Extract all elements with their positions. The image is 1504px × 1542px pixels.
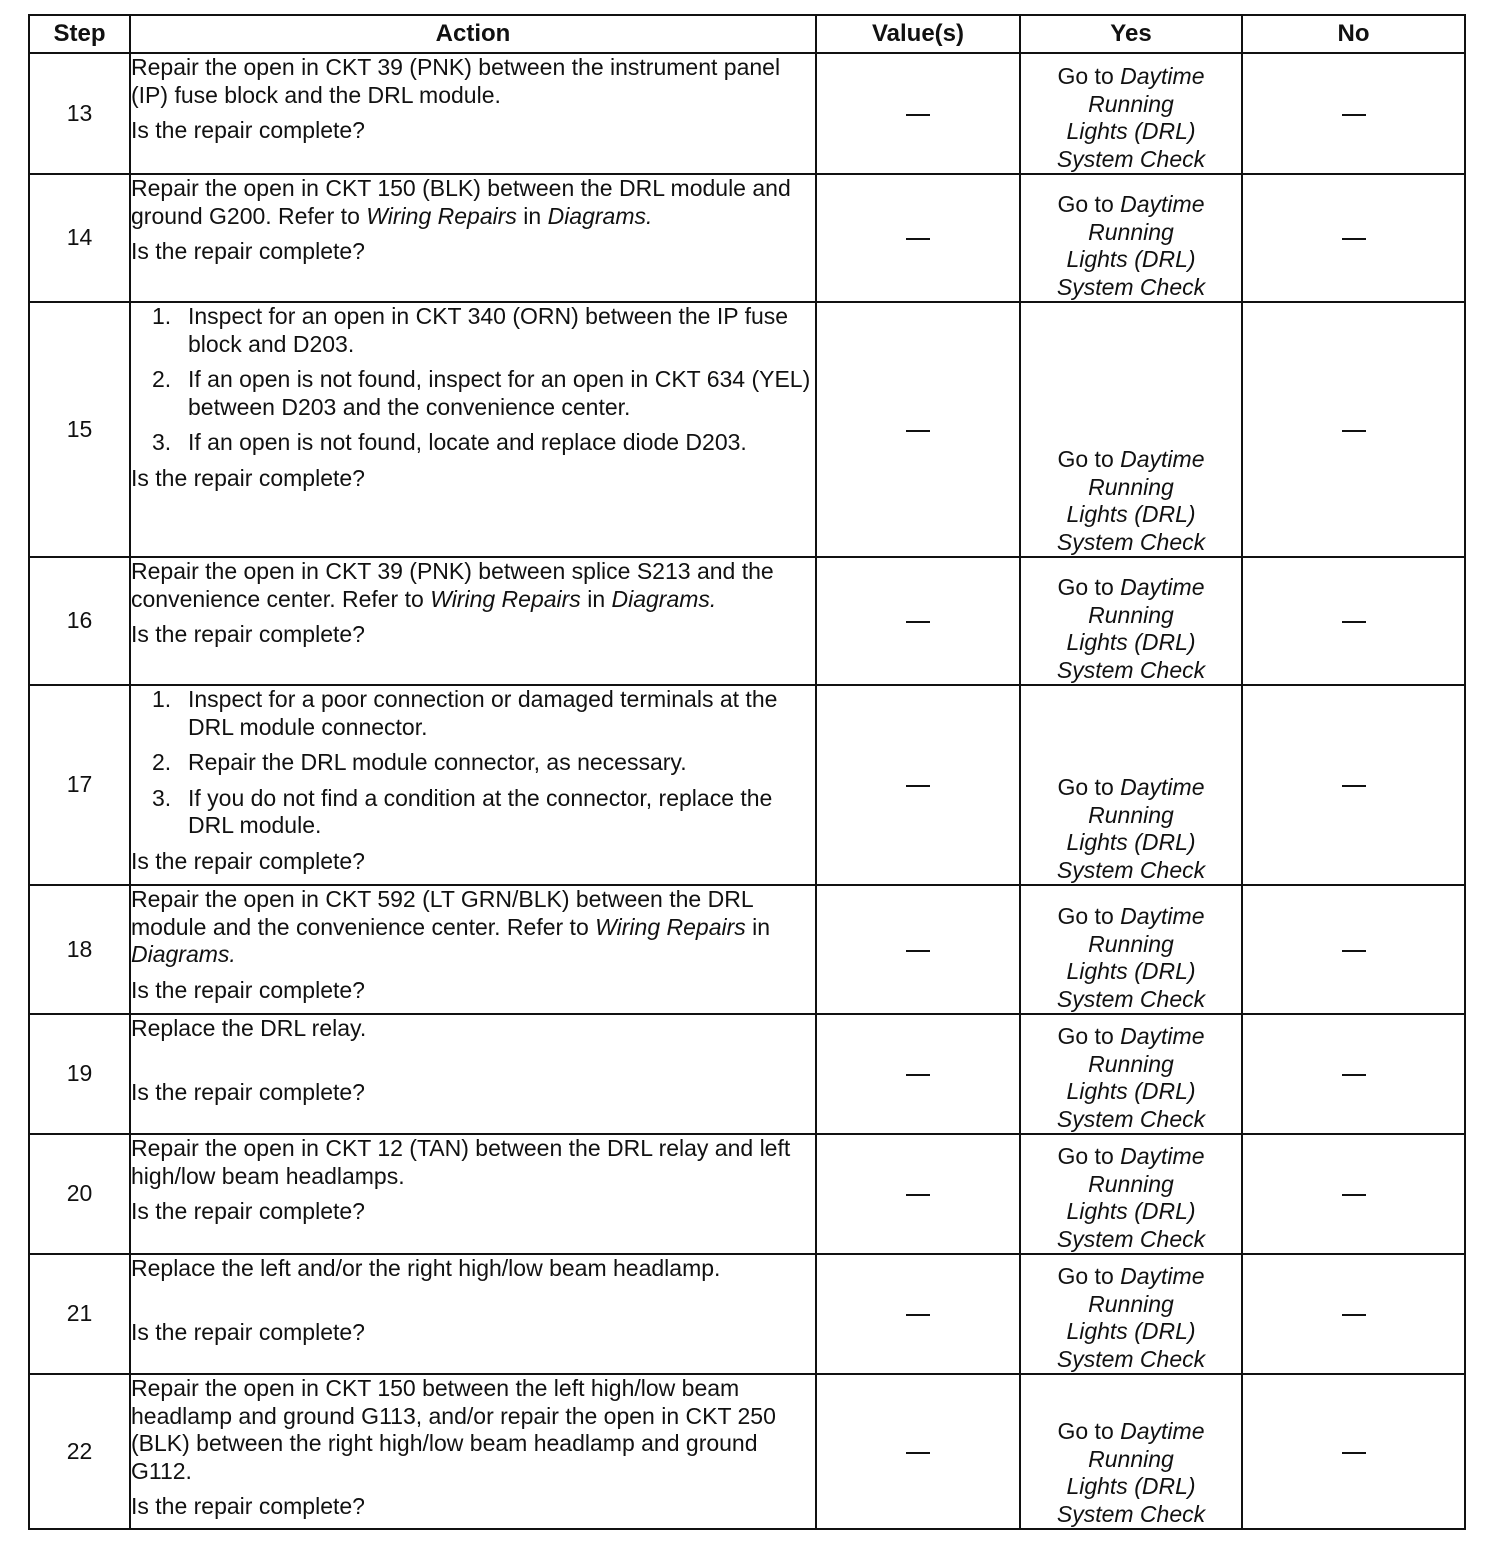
table-row (29, 1374, 1465, 1529)
table-row (29, 1134, 1465, 1254)
action-cell (130, 557, 816, 685)
question-text: Is the repair complete? (131, 464, 365, 491)
no-cell (1242, 885, 1465, 1014)
step-number: 17 (29, 685, 130, 885)
yes-cell: Go to Daytime Running Lights (DRL) System Check (1020, 1374, 1242, 1529)
header-yes: Yes (1020, 15, 1242, 53)
empty-dash (1342, 1194, 1366, 1196)
empty-dash (906, 1314, 930, 1316)
yes-cell: Go to Daytime Running Lights (DRL) System Check (1020, 302, 1242, 557)
table-row (29, 53, 1465, 174)
action-list (131, 303, 815, 457)
header-values: Value(s) (816, 15, 1020, 53)
question-text: Is the repair complete? (131, 621, 365, 647)
question-text: Is the repair complete? (131, 1078, 365, 1105)
header-row (29, 15, 1465, 53)
empty-dash (1342, 1074, 1366, 1076)
empty-dash (906, 1452, 930, 1454)
list-item: 3. If an open is not found, locate and replace diode D203. (152, 429, 747, 455)
table-row (29, 1014, 1465, 1134)
empty-dash (906, 621, 930, 623)
empty-dash (1342, 950, 1366, 952)
action-cell (130, 174, 816, 302)
action-cell (130, 685, 816, 885)
empty-dash (1342, 785, 1366, 787)
empty-dash (906, 785, 930, 787)
action-text: Repair the open in CKT 592 (LT GRN/BLK) between the DRL module and the convenience center. Refer to Wiring Repairs in Diagrams. (131, 886, 771, 967)
yes-cell: Go to Daytime Running Lights (DRL) System Check (1020, 685, 1242, 885)
empty-dash (1342, 238, 1366, 240)
list-item: 3. If you do not find a condition at the connector, replace the DRL module. (152, 784, 773, 838)
step-number: 15 (29, 302, 130, 557)
value-cell (816, 885, 1020, 1014)
table-row (29, 302, 1465, 557)
header-step: Step (29, 15, 130, 53)
action-text: Repair the open in CKT 150 between the left high/low beam headlamp and ground G113, and/or repair the open in CKT 250 (BLK) between the right high/low beam headlamp and ground G112. (131, 1375, 776, 1484)
list-item: 2. If an open is not found, inspect for an open in CKT 634 (YEL) between D203 and the convenience center. (152, 366, 811, 420)
empty-dash (1342, 430, 1366, 432)
action-text: Repair the open in CKT 39 (PNK) between splice S213 and the convenience center. Refer to Wiring Repairs in Diagrams. (131, 558, 774, 612)
question-text: Is the repair complete? (131, 1198, 365, 1224)
action-text: Repair the open in CKT 150 (BLK) between the DRL module and ground G200. Refer to Wiring Repairs in Diagrams. (131, 175, 791, 229)
action-cell (130, 1134, 816, 1254)
no-cell (1242, 1134, 1465, 1254)
question-text: Is the repair complete? (131, 238, 365, 264)
step-number: 18 (29, 885, 130, 1014)
step-number: 16 (29, 557, 130, 685)
yes-cell: Go to Daytime Running Lights (DRL) System Check (1020, 1134, 1242, 1254)
value-cell (816, 53, 1020, 174)
action-text: Replace the left and/or the right high/low beam headlamp. (131, 1255, 721, 1281)
value-cell (816, 685, 1020, 885)
no-cell (1242, 302, 1465, 557)
empty-dash (906, 114, 930, 116)
step-number: 19 (29, 1014, 130, 1134)
step-number: 21 (29, 1254, 130, 1374)
question-text: Is the repair complete? (131, 976, 365, 1003)
list-item: 2. Repair the DRL module connector, as necessary. (152, 749, 687, 775)
empty-dash (1342, 1314, 1366, 1316)
action-cell (130, 1374, 816, 1529)
header-no: No (1242, 15, 1465, 53)
value-cell (816, 1374, 1020, 1529)
no-cell (1242, 53, 1465, 174)
yes-cell: Go to Daytime Running Lights (DRL) System Check (1020, 174, 1242, 302)
step-number: 13 (29, 53, 130, 174)
action-cell (130, 885, 816, 1014)
value-cell (816, 1014, 1020, 1134)
yes-cell: Go to Daytime Running Lights (DRL) System Check (1020, 557, 1242, 685)
action-list (131, 686, 815, 840)
yes-cell: Go to Daytime Running Lights (DRL) System Check (1020, 1254, 1242, 1374)
table-row (29, 557, 1465, 685)
table-row (29, 685, 1465, 885)
action-cell (130, 1014, 816, 1134)
empty-dash (1342, 114, 1366, 116)
empty-dash (1342, 1452, 1366, 1454)
empty-dash (906, 238, 930, 240)
no-cell (1242, 557, 1465, 685)
value-cell (816, 557, 1020, 685)
empty-dash (906, 1074, 930, 1076)
value-cell (816, 1254, 1020, 1374)
table-row (29, 174, 1465, 302)
question-text: Is the repair complete? (131, 117, 365, 143)
empty-dash (1342, 621, 1366, 623)
step-number: 22 (29, 1374, 130, 1529)
value-cell (816, 174, 1020, 302)
step-number: 14 (29, 174, 130, 302)
list-item: 1. Inspect for an open in CKT 340 (ORN) between the IP fuse block and D203. (152, 303, 789, 357)
daytime-link-text: Daytime (1120, 63, 1205, 89)
action-text: Repair the open in CKT 39 (PNK) between the instrument panel (IP) fuse block and the DRL module. (131, 54, 781, 108)
header-action: Action (130, 15, 816, 53)
empty-dash (906, 1194, 930, 1196)
step-number: 20 (29, 1134, 130, 1254)
action-text: Repair the open in CKT 12 (TAN) between the DRL relay and left high/low beam headlamps. (131, 1135, 791, 1189)
no-cell (1242, 1374, 1465, 1529)
table-row (29, 885, 1465, 1014)
action-cell (130, 1254, 816, 1374)
no-cell (1242, 174, 1465, 302)
yes-cell: Go to Daytime Running Lights (DRL) System Check (1020, 53, 1242, 174)
no-cell (1242, 685, 1465, 885)
no-cell (1242, 1014, 1465, 1134)
action-cell (130, 302, 816, 557)
diagnostic-table (28, 14, 1466, 1530)
no-cell (1242, 1254, 1465, 1374)
table-row (29, 1254, 1465, 1374)
question-text: Is the repair complete? (131, 847, 365, 874)
question-text: Is the repair complete? (131, 1493, 365, 1519)
yes-cell: Go to Daytime Running Lights (DRL) System Check (1020, 1014, 1242, 1134)
yes-cell: Go to Daytime Running Lights (DRL) System Check (1020, 885, 1242, 1014)
action-cell (130, 53, 816, 174)
value-cell (816, 302, 1020, 557)
empty-dash (906, 430, 930, 432)
question-text: Is the repair complete? (131, 1318, 365, 1345)
list-item: 1. Inspect for a poor connection or damaged terminals at the DRL module connector. (152, 686, 778, 740)
empty-dash (906, 950, 930, 952)
action-text: Replace the DRL relay. (131, 1015, 367, 1041)
value-cell (816, 1134, 1020, 1254)
